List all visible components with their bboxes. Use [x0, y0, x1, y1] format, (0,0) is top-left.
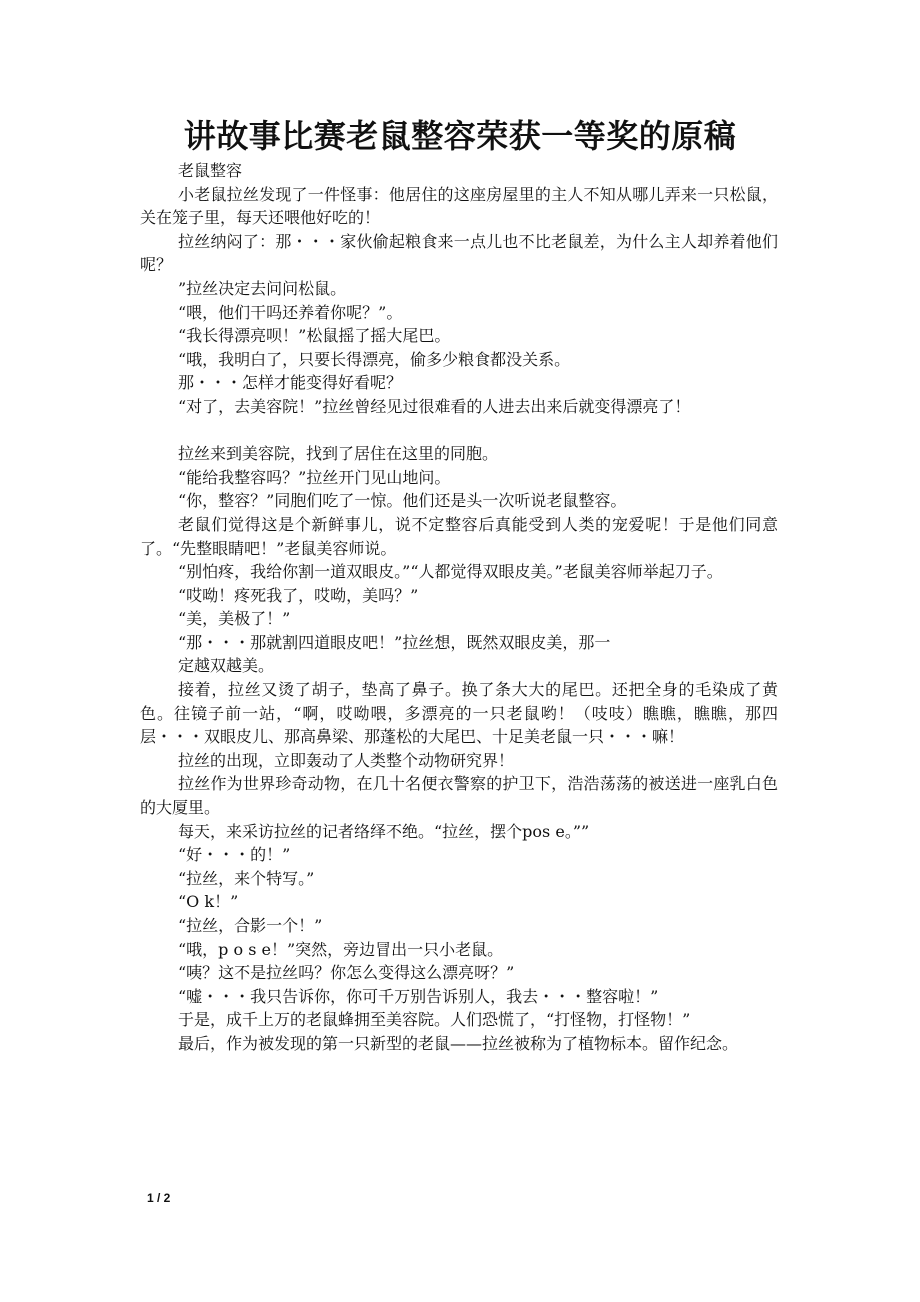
document-title: 讲故事比赛老鼠整容荣获一等奖的原稿 [183, 117, 737, 155]
paragraph: “对了，去美容院！”拉丝曾经见过很难看的人进去出来后就变得漂亮了！ [178, 396, 691, 416]
document-body [140, 159, 778, 1056]
paragraph: “那・・・那就割四道眼皮吧！”拉丝想，既然双眼皮美，那一 [178, 632, 611, 652]
paragraph: “咦？这不是拉丝吗？你怎么变得这么漂亮呀？” [178, 963, 515, 983]
paragraph: 拉丝的出现，立即轰动了人类整个动物研究界！ [178, 750, 515, 770]
paragraph: 接着，拉丝又烫了胡子，垫高了鼻子。换了条大大的尾巴。还把全身的毛染成了黄色。往镜子前一站，“啊，哎呦喂，多漂亮的一只老鼠哟！（吱吱）瞧瞧，瞧瞧，那四层・・・双眼皮儿、那高鼻梁、那蓬松的大尾巴、十足美老鼠一只・・・嘛！ [140, 680, 778, 747]
blank-line [140, 419, 778, 443]
paragraph: ”拉丝决定去问问松鼠。 [178, 278, 347, 298]
paragraph: 老鼠们觉得这是个新鲜事儿，说不定整容后真能受到人类的宠爱呢！于是他们同意了。“先整眼睛吧！”老鼠美容师说。 [140, 514, 778, 558]
paragraph: “拉丝，来个特写。” [178, 868, 315, 888]
paragraph: 定越双越美。 [178, 656, 275, 676]
paragraph: “拉丝，合影一个！” [178, 916, 323, 935]
paragraph: 每天，来采访拉丝的记者络绎不绝。“拉丝，摆个pos e。”” [178, 821, 590, 841]
paragraph: 老鼠整容 [178, 161, 243, 180]
paragraph: “喂，他们干吗还养着你呢？”。 [178, 302, 403, 322]
paragraph: 于是，成千上万的老鼠蜂拥至美容院。人们恐慌了，“打怪物，打怪物！” [178, 1010, 691, 1030]
paragraph: “好・・・的！” [178, 845, 291, 865]
paragraph: “美，美极了！” [178, 609, 291, 629]
paragraph: 小老鼠拉丝发现了一件怪事：他居住的这座房屋里的主人不知从哪儿弄来一只松鼠，关在笼子里，每天还喂他好吃的！ [140, 184, 778, 228]
paragraph: 拉丝来到美容院，找到了居住在这里的同胞。 [178, 444, 499, 464]
paragraph: “O k！” [178, 892, 239, 912]
paragraph: “哎呦！疼死我了，哎呦，美吗？” [178, 585, 419, 605]
paragraph: 最后，作为被发现的第一只新型的老鼠——拉丝被称为了植物标本。留作纪念。 [178, 1033, 739, 1053]
paragraph: 拉丝作为世界珍奇动物，在几十名便衣警察的护卫下，浩浩荡荡的被送进一座乳白色的大厦里。 [140, 774, 778, 818]
paragraph: “哦，我明白了，只要长得漂亮，偷多少粮食都没关系。 [178, 349, 571, 369]
paragraph: 那・・・怎样才能变得好看呢？ [178, 373, 403, 393]
paragraph: “嘘・・・我只告诉你，你可千万别告诉别人，我去・・・整容啦！” [178, 986, 659, 1006]
paragraph: “别怕疼，我给你割一道双眼皮。”“人都觉得双眼皮美。”老鼠美容师举起刀子。 [178, 562, 723, 582]
paragraph: “哦，p o s e！”突然，旁边冒出一只小老鼠。 [178, 939, 504, 959]
paragraph: “能给我整容吗？”拉丝开门见山地问。 [178, 467, 451, 487]
page-number: 1 / 2 [147, 1191, 171, 1205]
paragraph: 拉丝纳闷了：那・・・家伙偷起粮食来一点儿也不比老鼠差，为什么主人却养着他们呢？ [140, 231, 778, 275]
paragraph: “你，整容？”同胞们吃了一惊。他们还是头一次听说老鼠整容。 [178, 491, 627, 511]
paragraph: “我长得漂亮呗！”松鼠摇了摇大尾巴。 [178, 326, 451, 346]
